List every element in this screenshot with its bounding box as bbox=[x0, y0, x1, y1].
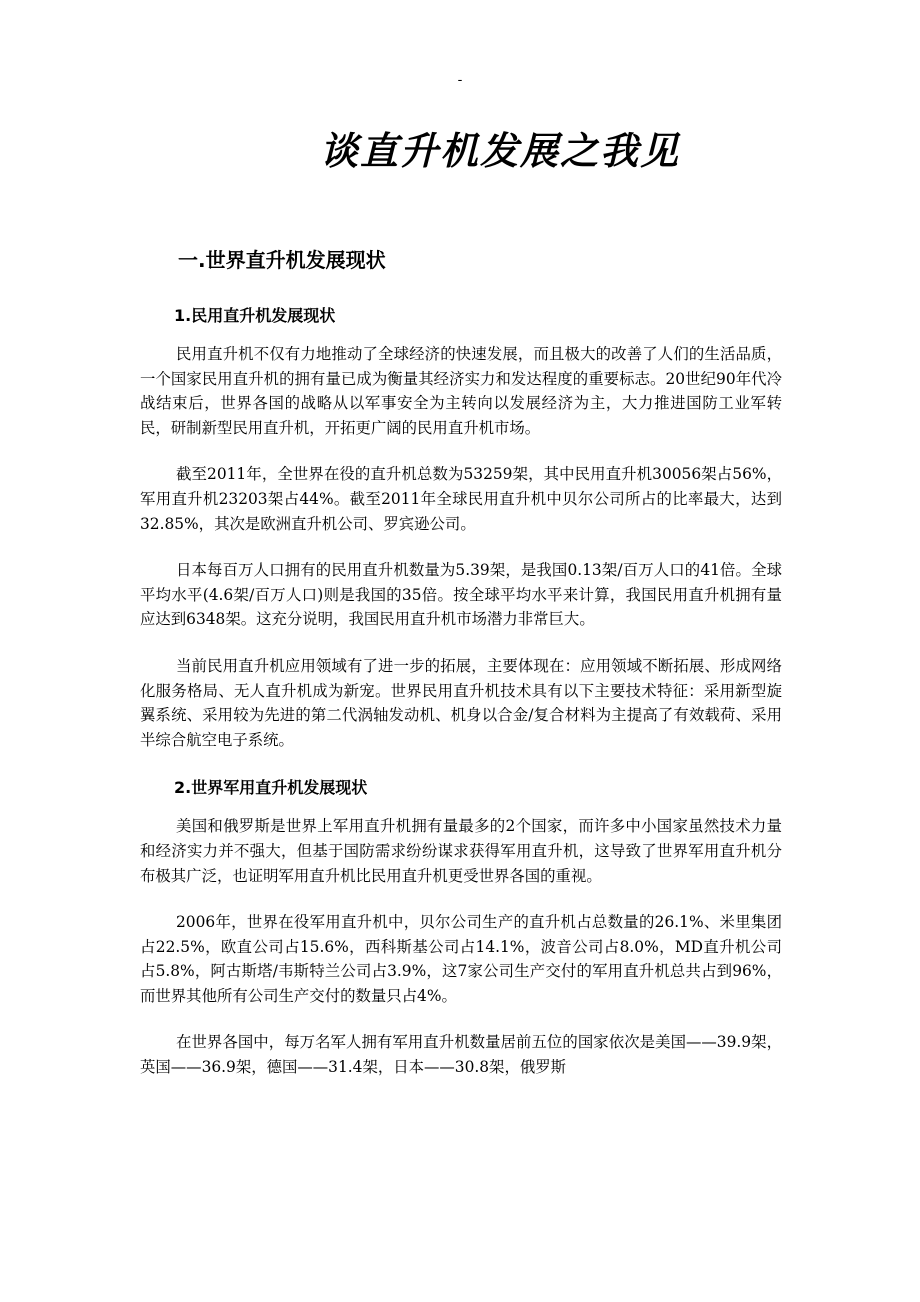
section-heading: 一.世界直升机发展现状 bbox=[178, 248, 386, 272]
paragraph: 在世界各国中，每万名军人拥有军用直升机数量居前五位的国家依次是美国——39.9架，英国——36.9架，德国——31.4架，日本——30.8架，俄罗斯 bbox=[140, 1033, 782, 1077]
paragraph: 2006年，世界在役军用直升机中，贝尔公司生产的直升机占总数量的26.1%、米里集团占22.5%，欧直公司占15.6%，西科斯基公司占14.1%，波音公司占8.0%，MD直升机公司占5.8%，阿古斯塔/韦斯特兰公司占3.9%，这7家公司生产交付的军用直升机总共占到96%，而世界其他所有公司生产交付的数量只占4%。 bbox=[140, 913, 782, 1005]
paragraph: 美国和俄罗斯是世界上军用直升机拥有量最多的2个国家，而许多中小国家虽然技术力量和经济实力并不强大，但基于国防需求纷纷谋求获得军用直升机，这导致了世界军用直升机分布极其广泛，也证明军用直升机比民用直升机更受世界各国的重视。 bbox=[140, 817, 782, 885]
subsection-heading-military: 2.世界军用直升机发展现状 bbox=[174, 778, 368, 798]
document-body bbox=[140, 240, 782, 1102]
paragraph: 当前民用直升机应用领域有了进一步的拓展，主要体现在：应用领域不断拓展、形成网络化服务格局、无人直升机成为新宠。世界民用直升机技术具有以下主要技术特征：采用新型旋翼系统、采用较为先进的第二代涡轴发动机、机身以合金/复合材料为主提高了有效载荷、采用半综合航空电子系统。 bbox=[140, 656, 782, 749]
subsection-heading-civil: 1.民用直升机发展现状 bbox=[174, 306, 336, 325]
paragraph: 民用直升机不仅有力地推动了全球经济的快速发展，而且极大的改善了人们的生活品质，一个国家民用直升机的拥有量已成为衡量其经济实力和发达程度的重要标志。20世纪90年代冷战结束后，世界各国的战略从以军事安全为主转向以发展经济为主，大力推进国防工业军转民，研制新型民用直升机，开拓更广阔的民用直升机市场。 bbox=[140, 345, 782, 437]
paragraph: 截至2011年，全世界在役的直升机总数为53259架，其中民用直升机30056架占56%，军用直升机23203架占44%。截至2011年全球民用直升机中贝尔公司所占的比率最大，达到32.85%，其次是欧洲直升机公司、罗宾逊公司。 bbox=[140, 465, 782, 533]
paragraph: 日本每百万人口拥有的民用直升机数量为5.39架，是我国0.13架/百万人口的41倍。全球平均水平(4.6架/百万人口)则是我国的35倍。按全球平均水平来计算，我国民用直升机拥有量应达到6348架。这充分说明，我国民用直升机市场潜力非常巨大。 bbox=[140, 561, 782, 629]
page-title: 谈直升机发展之我见 bbox=[319, 129, 680, 173]
header-mark: - bbox=[457, 72, 463, 88]
